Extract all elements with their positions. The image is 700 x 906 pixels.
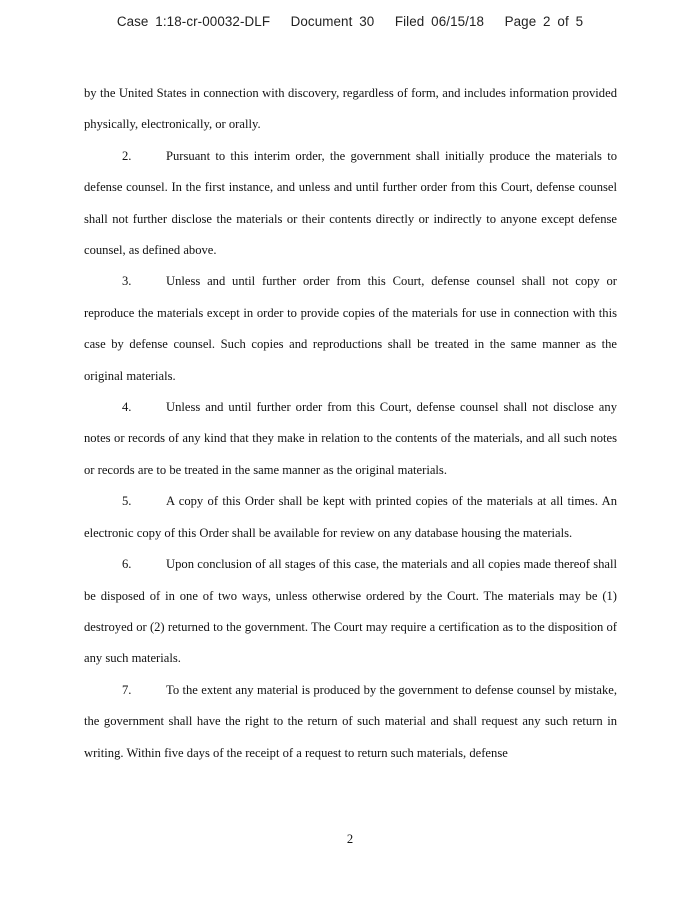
paragraph-text: Unless and until further order from this Court, defense counsel shall not copy or reproduce the materials except in order to provide copies of the materials for use in connection with this case by defense counsel. Such copies and reproductions shall be treated in the same manner as the original materials.	[84, 274, 617, 383]
paragraph-text: Upon conclusion of all stages of this case, the materials and all copies made thereof shall be disposed of in one of two ways, unless otherwise ordered by the Court. The materials may be (1) destroyed or (2) returned to the government. The Court may require a certification as to the disposition of any such materials.	[84, 557, 617, 666]
paragraph-text: by the United States in connection with discovery, regardless of form, and includes information provided physically, electronically, or orally.	[84, 86, 617, 132]
paragraph-3	[84, 266, 617, 392]
paragraph-text: Unless and until further order from this Court, defense counsel shall not disclose any notes or records of any kind that they make in relation to the contents of the materials, and all such notes or records are to be treated in the same manner as the original materials.	[84, 400, 617, 477]
paragraph-text: A copy of this Order shall be kept with printed copies of the materials at all times. An electronic copy of this Order shall be available for review on any database housing the materials.	[84, 494, 617, 540]
paragraph-text: To the extent any material is produced by the government to defense counsel by mistake, the government shall have the right to the return of such material and shall request any such return in writing. Within five days of the receipt of a request to return such materials, defense	[84, 682, 617, 760]
paragraph-5	[84, 486, 617, 549]
paragraph-number: 7.	[122, 682, 132, 697]
paragraph-continuation	[84, 78, 617, 141]
paragraph-7	[84, 675, 617, 769]
paragraph-number: 5.	[122, 494, 132, 509]
case-number: Case 1:18-cr-00032-DLF	[116, 14, 271, 29]
document-body	[84, 78, 617, 769]
paragraph-2	[84, 141, 617, 267]
paragraph-number: 2.	[122, 148, 132, 163]
paragraph-text: Pursuant to this interim order, the government shall initially produce the materials to defense counsel. In the first instance, and unless and until further order from this Court, defense counsel shall not further disclose the materials or their contents directly or indirectly to anyone except defense counsel, as defined above.	[84, 148, 617, 258]
paragraph-number: 4.	[122, 400, 132, 415]
page-count: Page 2 of 5	[504, 14, 584, 29]
paragraph-number: 6.	[122, 557, 132, 572]
page-number: 2	[346, 832, 354, 846]
page-header	[0, 14, 700, 29]
paragraph-number: 3.	[122, 274, 132, 289]
paragraph-6	[84, 549, 617, 675]
filed-date: Filed 06/15/18	[394, 14, 485, 29]
document-number: Document 30	[290, 14, 375, 29]
paragraph-4	[84, 392, 617, 486]
